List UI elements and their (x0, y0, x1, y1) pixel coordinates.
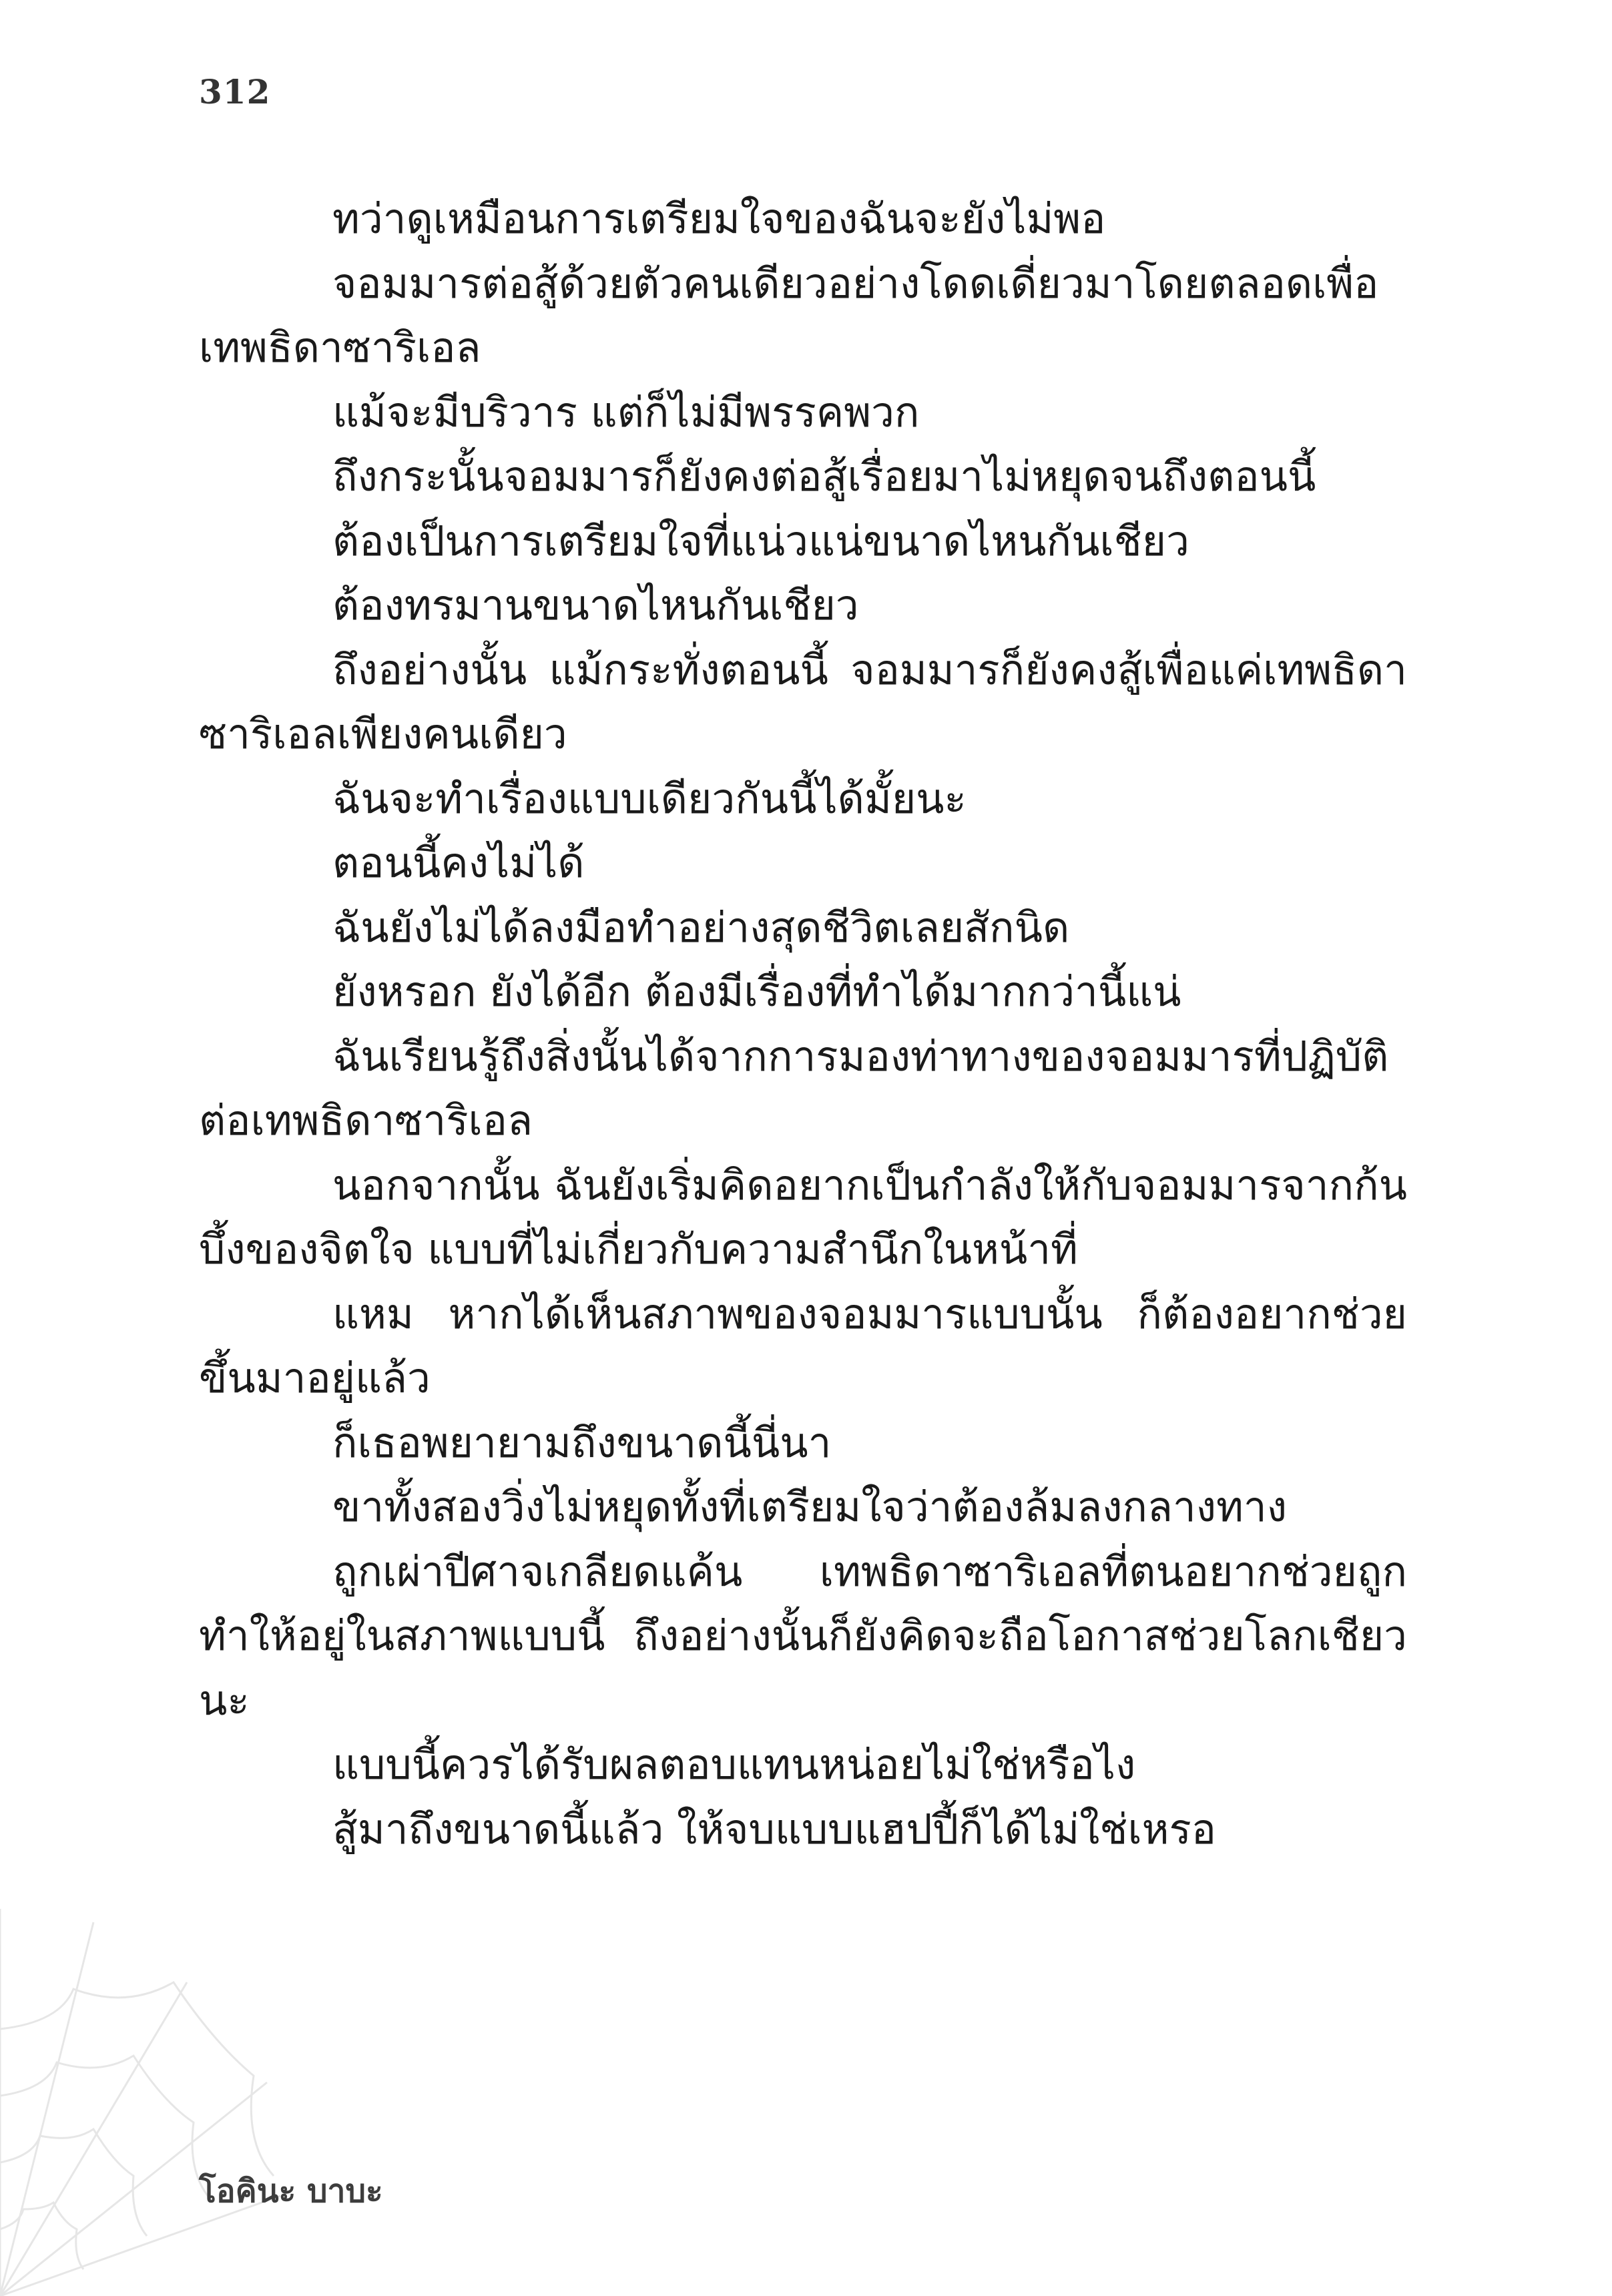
paragraph: ถึงกระนั้นจอมมารก็ยังคงต่อสู้เรื่อยมาไม่หยุดจนถึงตอนนี้ (332, 452, 1316, 501)
paragraph: ฉันเรียนรู้ถึงสิ่งนั้นได้จากการมองท่าทางของจอมมารที่ปฏิบัติต่อเทพธิดาซาริเอล (199, 1031, 1389, 1145)
paragraph: ขาทั้งสองวิ่งไม่หยุดทั้งที่เตรียมใจว่าต้องล้มลงกลางทาง (332, 1482, 1287, 1531)
paragraph: จอมมารต่อสู้ด้วยตัวคนเดียวอย่างโดดเดี่ยวมาโดยตลอดเพื่อเทพธิดาซาริเอล (199, 258, 1379, 372)
paragraph: ถึงอย่างนั้น แม้กระทั่งตอนนี้ จอมมารก็ยังคงสู้เพื่อแค่เทพธิดาซาริเอลเพียงคนเดียว (199, 645, 1407, 758)
spider-web-icon (0, 1909, 280, 2296)
paragraph: แหม หากได้เห็นสภาพของจอมมารแบบนั้น ก็ต้องอยากช่วยขึ้นมาอยู่แล้ว (199, 1289, 1407, 1402)
paragraph: ฉันยังไม่ได้ลงมือทำอย่างสุดชีวิตเลยสักนิด (332, 902, 1070, 952)
paragraph: ต้องทรมานขนาดไหนกันเชียว (332, 581, 859, 629)
paragraph: ทว่าดูเหมือนการเตรียมใจของฉันจะยังไม่พอ (332, 194, 1106, 243)
footer-author: โอคินะ บาบะ (199, 2173, 383, 2210)
paragraph: ต้องเป็นการเตรียมใจที่แน่วแน่ขนาดไหนกันเชียว (332, 516, 1189, 565)
paragraph: สู้มาถึงขนาดนี้แล้ว ให้จบแบบแฮปปี้ก็ได้ไม่ใช่เหรอ (332, 1804, 1217, 1853)
paragraph: ฉันจะทำเรื่องแบบเดียวกันนี้ได้มั้ยนะ (332, 774, 967, 823)
paragraph: นอกจากนั้น ฉันยังเริ่มคิดอยากเป็นกำลังให้กับจอมมารจากก้นบึ้งของจิตใจ แบบที่ไม่เกี่ยวกับความสำนึกในหน้าที่ (199, 1160, 1407, 1273)
paragraph: ตอนนี้คงไม่ได้ (332, 838, 585, 887)
paragraph: ก็เธอพยายามถึงขนาดนี้นี่นา (332, 1418, 832, 1467)
paragraph: แม้จะมีบริวาร แต่ก็ไม่มีพรรคพวก (332, 387, 920, 437)
paragraph: ถูกเผ่าปีศาจเกลียดแค้น เทพธิดาซาริเอลที่ตนอยากช่วยถูกทำให้อยู่ในสภาพแบบนี้ ถึงอย่างนั้นก็ยังคิดจะถือโอกาสช่วยโลกเชียวนะ (199, 1546, 1407, 1725)
body-text (199, 187, 1407, 1861)
paragraph: ยังหรอก ยังได้อีก ต้องมีเรื่องที่ทำได้มากกว่านี้แน่ (332, 967, 1181, 1016)
paragraph: แบบนี้ควรได้รับผลตอบแทนหน่อยไม่ใช่หรือไง (332, 1740, 1136, 1789)
page-number: 312 (199, 72, 271, 111)
